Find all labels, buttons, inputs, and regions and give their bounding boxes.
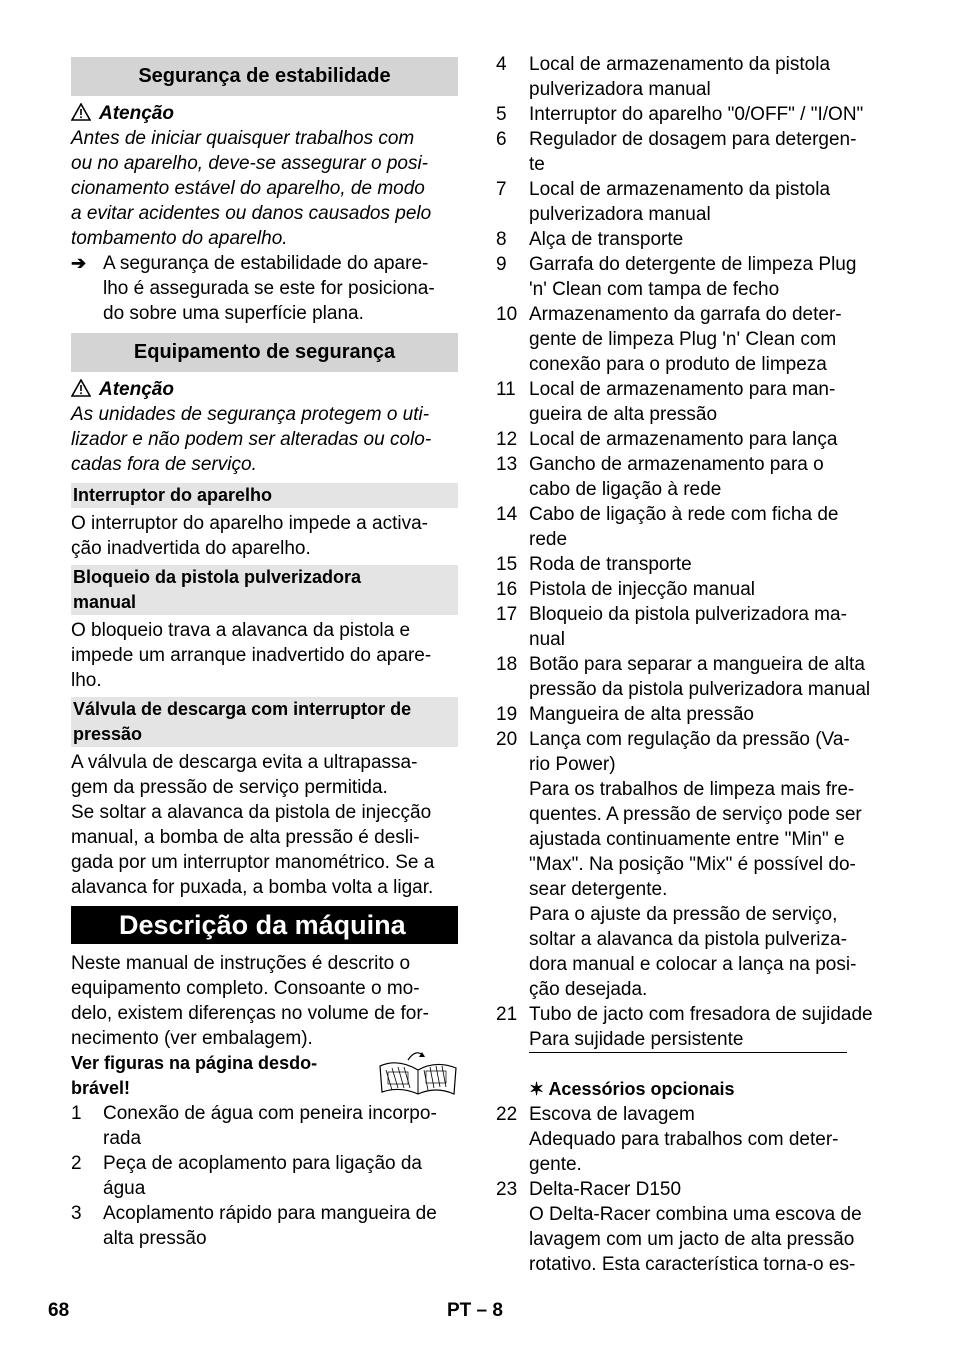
list-item — [496, 377, 886, 427]
text-line: lizador e não podem ser alteradas ou colo- — [71, 429, 432, 450]
item-line: gente. — [529, 1154, 582, 1175]
text-line: O interruptor do aparelho impede a activa- — [71, 513, 428, 534]
item-text — [529, 502, 886, 552]
item-line: Botão para separar a mangueira de alta — [529, 654, 865, 675]
list-item — [71, 1201, 458, 1251]
warning-label: Atenção — [71, 101, 458, 126]
item-text — [529, 52, 886, 102]
item-line: rada — [103, 1128, 142, 1149]
list-item — [496, 702, 886, 727]
item-line: rio Power) — [529, 754, 616, 775]
item-line: rede — [529, 529, 568, 550]
arrow-right-icon: ➔ — [71, 253, 87, 273]
item-text — [529, 652, 886, 702]
item-text — [529, 1102, 886, 1177]
item-line: soltar a alavanca da pistola pulveriza- — [529, 929, 847, 950]
item-text — [529, 602, 886, 652]
item-text — [529, 127, 886, 177]
subheading-switch: Interruptor do aparelho — [71, 483, 458, 508]
item-number: 22 — [496, 1104, 518, 1125]
text-line: Se soltar a alavanca da pistola de injecção — [71, 802, 432, 823]
text-line: Neste manual de instruções é descrito o — [71, 953, 411, 974]
item-text — [529, 452, 886, 502]
list-item — [496, 1002, 886, 1052]
item-line: Local de armazenamento da pistola — [529, 179, 831, 200]
item-line: Para os trabalhos de limpeza mais fre- — [529, 779, 855, 800]
heading-line: Bloqueio da pistola pulverizadora — [73, 567, 362, 587]
divider-line — [529, 1052, 847, 1053]
subheading-valve — [71, 697, 458, 747]
item-line: dora manual e colocar a lança na posi- — [529, 954, 857, 975]
item-number: 10 — [496, 304, 518, 325]
text-line: a evitar acidentes ou danos causados pelo — [71, 203, 432, 224]
item-line: alta pressão — [103, 1228, 207, 1249]
item-line: Regulador de dosagem para detergen- — [529, 129, 857, 150]
item-line: Armazenamento da garrafa do deter- — [529, 304, 842, 325]
list-item — [496, 1177, 886, 1277]
list-item — [496, 227, 886, 252]
item-line: 'n' Clean com tampa de fecho — [529, 279, 780, 300]
item-number: 4 — [496, 54, 507, 75]
list-item — [496, 602, 886, 652]
list-item — [71, 1151, 458, 1201]
item-text — [529, 377, 886, 427]
item-line: Alça de transporte — [529, 229, 684, 250]
right-column — [496, 52, 886, 1277]
list-item — [496, 102, 886, 127]
item-line: te — [529, 154, 545, 175]
item-line: Garrafa do detergente de limpeza Plug — [529, 254, 857, 275]
item-line: Local de armazenamento da pistola — [529, 54, 831, 75]
item-line: Peça de acoplamento para ligação da — [103, 1153, 423, 1174]
text-line: ção inadvertida do aparelho. — [71, 538, 311, 559]
item-line: conexão para o produto de limpeza — [529, 354, 827, 375]
foldout-book-icon — [378, 1048, 458, 1096]
item-line: Adequado para trabalhos com deter- — [529, 1129, 839, 1150]
item-text — [529, 252, 886, 302]
item-line: ção desejada. — [529, 979, 648, 1000]
text-line: cadas fora de serviço. — [71, 454, 257, 475]
section-heading-safety: Equipamento de segurança — [71, 333, 458, 372]
item-text — [529, 302, 886, 377]
text-line: gem da pressão de serviço permitida. — [71, 777, 388, 798]
text-line: gada por um interruptor manométrico. Se a — [71, 852, 435, 873]
item-text — [529, 1002, 886, 1052]
list-item — [71, 1101, 458, 1151]
accessories-list — [496, 1102, 886, 1277]
lock-text — [71, 618, 458, 693]
item-text — [529, 1177, 886, 1277]
description-list-right — [496, 52, 886, 1052]
list-item — [496, 302, 886, 377]
text-line: equipamento completo. Consoante o mo- — [71, 978, 420, 999]
item-line: Para sujidade persistente — [529, 1029, 744, 1050]
text-line: delo, existem diferenças no volume de for- — [71, 1003, 430, 1024]
item-number: 1 — [71, 1103, 82, 1124]
item-text — [103, 1101, 458, 1151]
heading-line: manual — [73, 592, 137, 612]
item-number: 3 — [71, 1203, 82, 1224]
item-line: "Max". Na posição "Mix" é possível do- — [529, 854, 856, 875]
item-line: pulverizadora manual — [529, 204, 711, 225]
language-page-label: PT – 8 — [447, 1300, 503, 1321]
item-number: 11 — [496, 379, 516, 400]
text-line: Antes de iniciar quaisquer trabalhos com — [71, 128, 415, 149]
item-text — [529, 702, 886, 727]
subheading-lock — [71, 565, 458, 615]
item-line: Mangueira de alta pressão — [529, 704, 754, 725]
description-text — [71, 951, 458, 1051]
item-line: Para o ajuste da pressão de serviço, — [529, 904, 838, 925]
figure-note-row — [71, 1051, 458, 1101]
item-line: sear detergente. — [529, 879, 668, 900]
item-line: Local de armazenamento para man- — [529, 379, 836, 400]
warning-triangle-icon — [71, 379, 91, 397]
item-text — [529, 102, 886, 127]
list-item — [496, 1102, 886, 1177]
switch-text — [71, 511, 458, 561]
text-line: necimento (ver embalagem). — [71, 1028, 313, 1049]
item-line: Pistola de injecção manual — [529, 579, 756, 600]
text-line: lho. — [71, 670, 102, 691]
list-item — [496, 427, 886, 452]
item-number: 20 — [496, 729, 518, 750]
list-item — [496, 452, 886, 502]
stability-arrow-text — [103, 251, 435, 326]
item-line: água — [103, 1178, 146, 1199]
list-item — [496, 252, 886, 302]
list-item — [496, 502, 886, 552]
item-line: pulverizadora manual — [529, 79, 711, 100]
stability-warning-text — [71, 126, 458, 251]
list-item — [496, 177, 886, 227]
item-line: lavagem com um jacto de alta pressão — [529, 1229, 855, 1250]
item-number: 12 — [496, 429, 518, 450]
item-line: cabo de ligação à rede — [529, 479, 722, 500]
text-line: A válvula de descarga evita a ultrapassa- — [71, 752, 418, 773]
item-text — [529, 552, 886, 577]
valve-text — [71, 750, 458, 900]
item-text — [103, 1151, 458, 1201]
item-number: 21 — [496, 1004, 518, 1025]
star-icon: ✶ — [529, 1079, 545, 1099]
item-line: gueira de alta pressão — [529, 404, 718, 425]
list-item — [496, 577, 886, 602]
list-item — [496, 727, 886, 1002]
page-number: 68 — [48, 1300, 70, 1321]
item-line: Interruptor do aparelho "0/OFF" / "I/ON" — [529, 104, 864, 125]
item-line: Conexão de água com peneira incorpo- — [103, 1103, 437, 1124]
item-line: Delta-Racer D150 — [529, 1179, 682, 1200]
warning-label: Atenção — [71, 377, 458, 402]
text-line: tombamento do aparelho. — [71, 228, 288, 249]
warning-triangle-icon — [71, 103, 91, 121]
item-line: Escova de lavagem — [529, 1104, 695, 1125]
description-list-left — [71, 1101, 458, 1251]
item-number: 8 — [496, 229, 507, 250]
list-item — [496, 52, 886, 102]
item-line: Cabo de ligação à rede com ficha de — [529, 504, 839, 525]
heading-line: Válvula de descarga com interruptor de — [73, 699, 412, 719]
heading-line: pressão — [73, 724, 143, 744]
item-line: pressão da pistola pulverizadora manual — [529, 679, 871, 700]
item-number: 2 — [71, 1153, 82, 1174]
item-text — [529, 427, 886, 452]
item-line: Roda de transporte — [529, 554, 692, 575]
item-number: 16 — [496, 579, 518, 600]
item-line: Local de armazenamento para lança — [529, 429, 838, 450]
item-text — [103, 1201, 458, 1251]
figure-note-line: Ver figuras na página desdo- — [71, 1053, 318, 1073]
stability-arrow-item — [71, 251, 458, 326]
item-line: Gancho de armazenamento para o — [529, 454, 824, 475]
item-line: Tubo de jacto com fresadora de sujidade — [529, 1004, 873, 1025]
item-line: Bloqueio da pistola pulverizadora ma- — [529, 604, 847, 625]
item-line: gente de limpeza Plug 'n' Clean com — [529, 329, 837, 350]
left-column — [71, 57, 458, 1251]
safety-warning-text — [71, 402, 458, 477]
item-number: 9 — [496, 254, 507, 275]
item-number: 19 — [496, 704, 518, 725]
item-line: O Delta-Racer combina uma escova de — [529, 1204, 862, 1225]
item-line: nual — [529, 629, 565, 650]
item-number: 18 — [496, 654, 518, 675]
chapter-heading-description: Descrição da máquina — [71, 906, 458, 944]
text-line: ou no aparelho, deve-se assegurar o posi- — [71, 153, 429, 174]
item-text — [529, 227, 886, 252]
figure-note — [71, 1051, 371, 1101]
accessories-heading: ✶ Acessórios opcionais — [529, 1079, 735, 1099]
text-line: manual, a bomba de alta pressão é desli- — [71, 827, 420, 848]
section-heading-stability: Segurança de estabilidade — [71, 57, 458, 96]
item-line: Lança com regulação da pressão (Va- — [529, 729, 850, 750]
item-line: Acoplamento rápido para mangueira de — [103, 1203, 437, 1224]
item-number: 5 — [496, 104, 507, 125]
text-line: A segurança de estabilidade do apare- — [103, 253, 429, 274]
item-number: 7 — [496, 179, 507, 200]
list-item — [496, 127, 886, 177]
item-number: 13 — [496, 454, 518, 475]
item-text — [529, 177, 886, 227]
text-line: cionamento estável do aparelho, de modo — [71, 178, 425, 199]
item-text — [529, 577, 886, 602]
text-line: impede um arranque inadvertido do apare- — [71, 645, 432, 666]
text-line: lho é assegurada se este for posiciona- — [103, 278, 435, 299]
item-line: ajustada continuamente entre "Min" e — [529, 829, 845, 850]
item-number: 14 — [496, 504, 518, 525]
list-item — [496, 652, 886, 702]
text-line: O bloqueio trava a alavanca da pistola e — [71, 620, 411, 641]
item-number: 23 — [496, 1179, 518, 1200]
text-line: alavanca for puxada, a bomba volta a ligar. — [71, 877, 434, 898]
item-number: 6 — [496, 129, 507, 150]
item-text — [529, 727, 886, 1002]
list-item — [496, 552, 886, 577]
item-number: 17 — [496, 604, 518, 625]
figure-note-line: brável! — [71, 1078, 131, 1098]
item-number: 15 — [496, 554, 518, 575]
item-line: rotativo. Esta característica torna-o es- — [529, 1254, 856, 1275]
text-line: As unidades de segurança protegem o uti- — [71, 404, 430, 425]
item-line: quentes. A pressão de serviço pode ser — [529, 804, 862, 825]
text-line: do sobre uma superfície plana. — [103, 303, 364, 324]
